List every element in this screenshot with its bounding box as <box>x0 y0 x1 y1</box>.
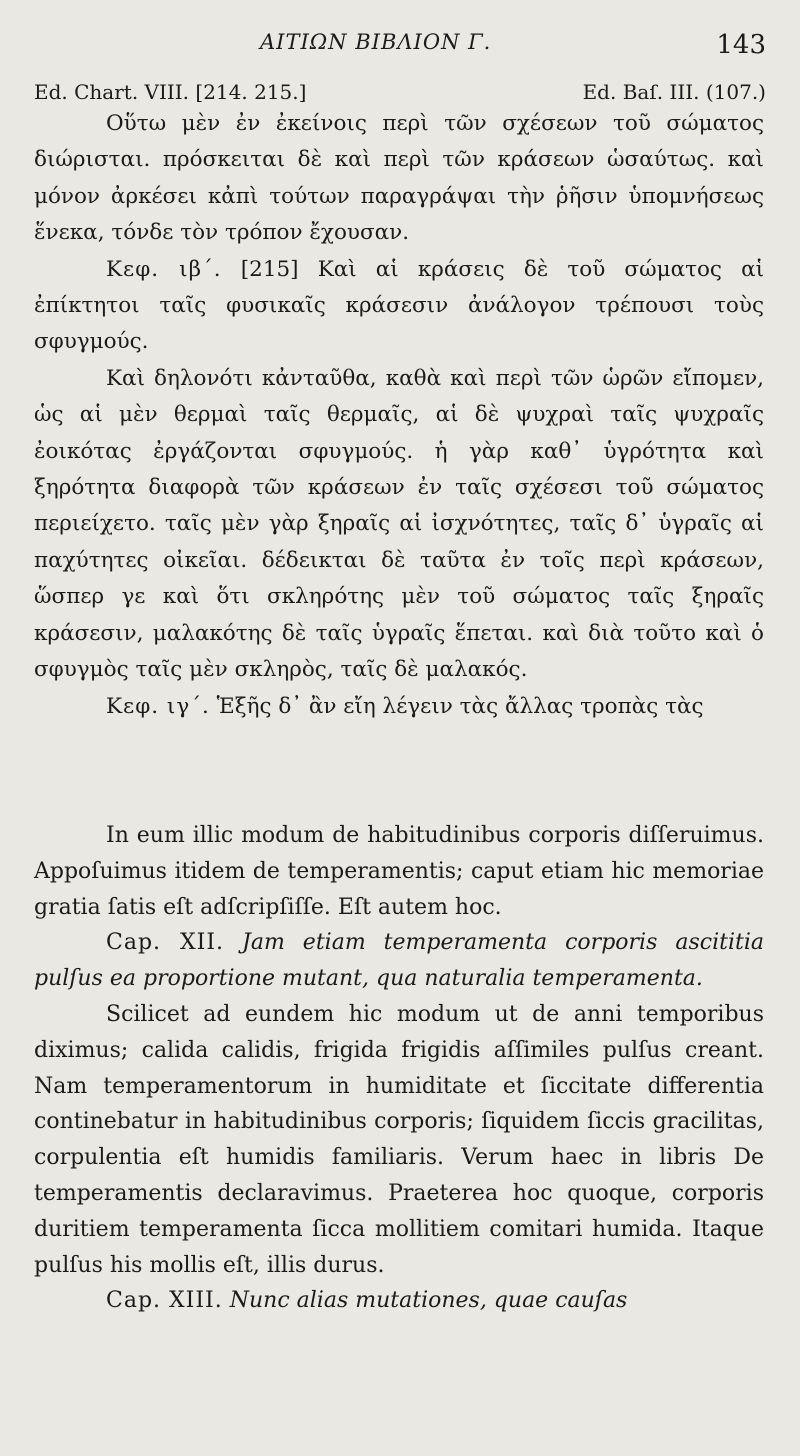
chapter-heading-text: Nunc alias mutationes, quae cauſas <box>229 1288 628 1314</box>
greek-paragraph-4 <box>34 689 764 725</box>
latin-text <box>34 818 764 1319</box>
chapter-label: Κεφ. ιβ΄. <box>106 256 222 282</box>
page-marker: [215] <box>240 256 299 282</box>
running-title: ΑΙΤΙΩΝ ΒΙΒΛΙΟΝ Γ. <box>260 30 492 54</box>
chapter-label: Cap. XII. <box>106 930 225 956</box>
greek-paragraph-2 <box>34 252 764 361</box>
greek-paragraph-3: Καὶ δηλονότι κἀνταῦθα, καθὰ καὶ περὶ τῶν ὡρῶν εἴπομεν, ὡς αἱ μὲν θερμαὶ ταῖς θερμαῖς, αἱ δὲ ψυχραὶ ταῖς ψυχραῖς ἐοικότας ἐργάζονται σφυγμούς. ἡ γὰρ καθ᾿ ὑγρότητα καὶ ξηρότητα διαφορὰ τῶν κράσεων ἐν ταῖς σχέσεσι τοῦ σώματος περιείχετο. ταῖς μὲν γὰρ ξηραῖς αἱ ἰσχνότητες, ταῖς δ᾿ ὑγραῖς αἱ παχύτητες οἰκεῖαι. δέδεικται δὲ ταῦτα ἐν τοῖς περὶ κράσεων, ὥσπερ γε καὶ ὅτι σκληρότης μὲν τοῦ σώματος ταῖς ξηραῖς κράσεσιν, μαλακότης δὲ ταῖς ὑγραῖς ἕπεται. καὶ διὰ τοῦτο καὶ ὁ σφυγμὸς ταῖς μὲν σκληρὸς, ταῖς δὲ μαλακός. <box>34 365 764 683</box>
latin-paragraph-1: In eum illic modum de habitudinibus corporis diſſeruimus. Appoſuimus itidem de temperamentis; caput etiam hic memoriae gratia ſatis eſt adſcripſiſſe. Eſt autem hoc. <box>34 823 764 920</box>
chapter-label: Cap. XIII. <box>106 1288 223 1314</box>
chapter-heading-text: Jam etiam temperamenta corporis ascititia pulſus ea proportione mutant, qua naturalia temperamenta. <box>34 930 764 992</box>
latin-paragraph-2 <box>34 925 764 997</box>
latin-paragraph-3: Scilicet ad eundem hic modum ut de anni temporibus diximus; calida calidis, frigida frigidis aſſimiles pulſus creant. Nam temperamentorum in humiditate et ſiccitate differentia continebatur in habitudinibus corporis; ſiquidem ſiccis gracilitas, corpulentia eſt humidis familiaris. Verum haec in libris De temperamentis declaravimus. Praeterea hoc quoque, corporis duritiem temperamenta ſicca mollitiem comitari humida. Itaque pulſus his mollis eſt, illis durus. <box>34 1001 764 1278</box>
chapter-heading-text: Καὶ αἱ κράσεις δὲ τοῦ σώματος αἱ ἐπίκτητοι ταῖς φυσικαῖς κράσεσιν ἀνάλογον τρέπουσι τοὺς σφυγμούς. <box>34 256 765 355</box>
edition-reference-right: Ed. Baſ. III. (107.) <box>582 80 766 104</box>
greek-text <box>34 106 764 725</box>
paragraph-text: Ἑξῆς δ᾿ ἂν εἴη λέγειν τὰς ἄλλας τροπὰς τὰς <box>216 693 704 719</box>
chapter-label: Κεφ. ιγ΄. <box>106 693 210 719</box>
page-number: 143 <box>716 30 766 60</box>
greek-paragraph-1: Οὕτω μὲν ἐν ἐκείνοις περὶ τῶν σχέσεων τοῦ σώματος διώρισται. πρόσκειται δὲ καὶ περὶ τῶν κράσεων ὡσαύτως. καὶ μόνον ἀρκέσει κἀπὶ τούτων παραγράψαι τὴν ῥῆσιν ὑπομνήσεως ἕνεκα, τόνδε τὸν τρόπον ἔχουσαν. <box>34 111 764 246</box>
latin-paragraph-4 <box>34 1283 764 1319</box>
edition-reference-left: Ed. Chart. VIII. [214. 215.] <box>34 80 307 104</box>
